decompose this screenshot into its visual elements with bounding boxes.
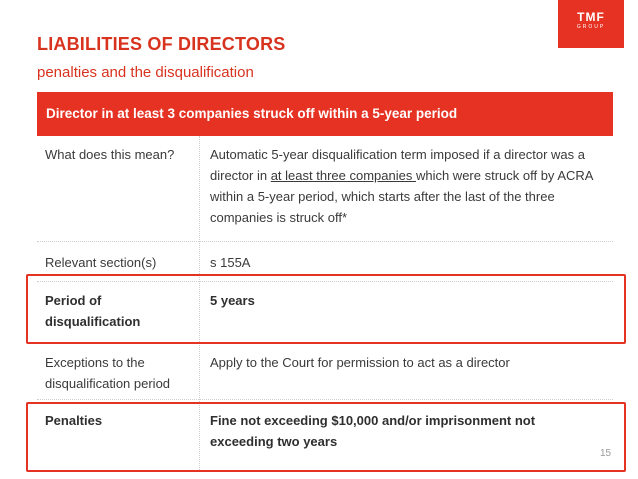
row-label-period: Period of disqualification	[45, 293, 141, 329]
meaning-text-end: which were struck off by ACRA within a 5-year period, which starts after the last of the three companies is struck off*	[210, 168, 593, 225]
row-value-period: 5 years	[210, 293, 255, 308]
period-highlight-box	[26, 274, 626, 344]
row-label-exceptions: Exceptions to the disqualification period	[45, 355, 171, 391]
slide-subtitle: penalties and the disqualification	[37, 64, 254, 81]
row-label-relevant-section: Relevant section(s)	[45, 255, 157, 270]
table-header-banner: Director in at least 3 companies struck off within a 5-year period	[37, 92, 613, 136]
row-label-penalties: Penalties	[45, 413, 103, 428]
logo-main-text: TMF	[577, 10, 605, 24]
meaning-text-underlined: at least three companies	[270, 168, 416, 183]
meaning-text-start: Automatic 5-year disqualification term imposed if a director was a director in	[210, 147, 585, 183]
row-label-meaning: What does this mean?	[45, 147, 175, 162]
tmf-group-logo	[558, 0, 624, 48]
row-value-exceptions: Apply to the Court for permission to act as a director	[210, 355, 510, 370]
table-row	[37, 344, 613, 400]
table-row	[37, 136, 613, 242]
row-value-meaning	[210, 144, 610, 228]
page-number: 15	[600, 448, 612, 459]
logo-sub-text: GROUP	[576, 24, 606, 30]
row-value-penalties: Fine not exceeding $10,000 and/or imprisonment not exceeding two years	[210, 413, 536, 449]
row-value-relevant-section: s 155A	[210, 255, 251, 270]
slide-title: LIABILITIES OF DIRECTORS	[37, 34, 286, 54]
penalties-highlight-box	[26, 402, 626, 472]
